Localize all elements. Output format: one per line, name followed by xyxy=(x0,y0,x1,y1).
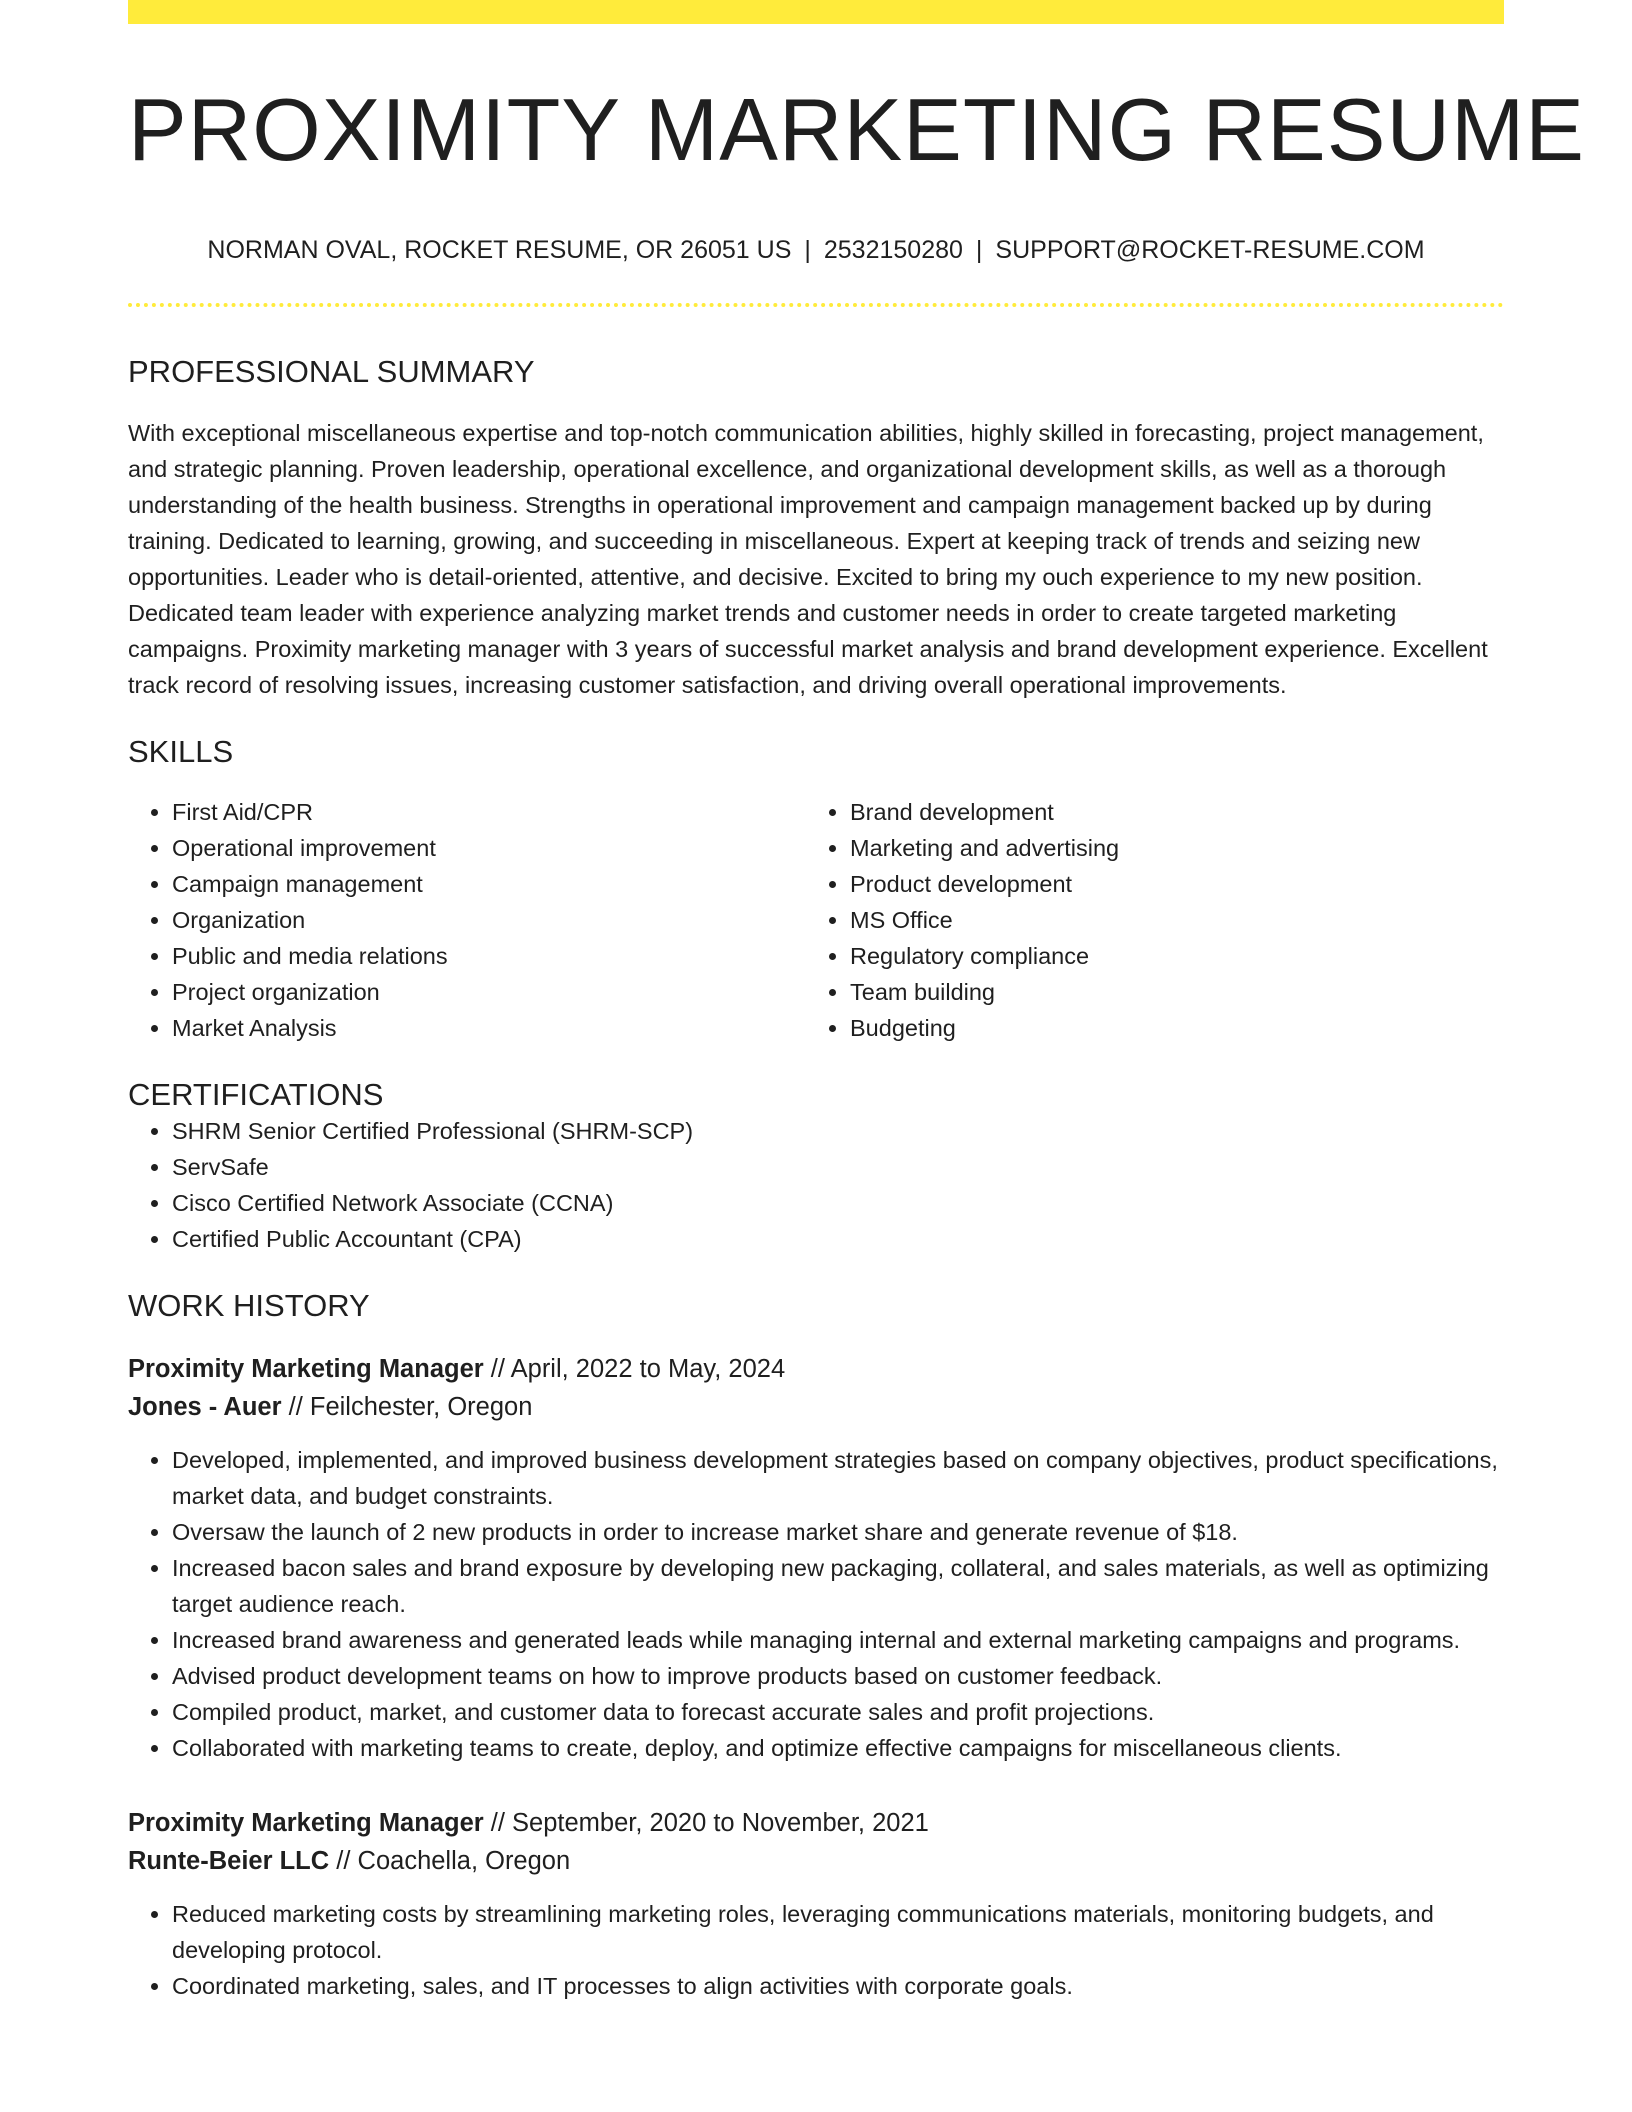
contact-line xyxy=(128,236,1504,265)
certifications-list xyxy=(128,1113,1504,1257)
job-bullet: • Increased brand awareness and generated leads while managing internal and external marketing campaigns and programs. xyxy=(172,1622,1504,1658)
skill-item: • Public and media relations xyxy=(172,938,806,974)
skill-item: • Operational improvement xyxy=(172,830,806,866)
certification-item: • SHRM Senior Certified Professional (SHRM-SCP) xyxy=(172,1113,1504,1149)
job-location: // Coachella, Oregon xyxy=(336,1847,571,1876)
job-bullet: • Advised product development teams on how to improve products based on customer feedback. xyxy=(172,1658,1504,1694)
job-entry xyxy=(128,1350,1504,1766)
skill-item: • Organization xyxy=(172,902,806,938)
job-location: // Feilchester, Oregon xyxy=(288,1393,533,1422)
job-entry xyxy=(128,1804,1504,2004)
certification-item: • Cisco Certified Network Associate (CCNA) xyxy=(172,1185,1504,1221)
contact-email: SUPPORT@ROCKET-RESUME.COM xyxy=(995,236,1425,265)
skill-item: • Product development xyxy=(850,866,1484,902)
contact-phone: 2532150280 xyxy=(823,236,963,265)
certification-item: • Certified Public Accountant (CPA) xyxy=(172,1221,1504,1257)
job-bullet: • Oversaw the launch of 2 new products in order to increase market share and generate revenue of $18. xyxy=(172,1514,1504,1550)
work-history-heading: WORK HISTORY xyxy=(128,1287,370,1323)
skills-list-right xyxy=(806,794,1484,1046)
job-bullets xyxy=(128,1442,1504,1766)
job-title-line xyxy=(128,1350,1504,1388)
summary-heading: PROFESSIONAL SUMMARY xyxy=(128,354,535,390)
job-company: Jones - Auer xyxy=(128,1393,282,1422)
job-company-line xyxy=(128,1842,1504,1880)
resume-title: PROXIMITY MARKETING RESUME xyxy=(128,80,1585,179)
job-bullets xyxy=(128,1896,1504,2004)
skill-item: • Market Analysis xyxy=(172,1010,806,1046)
skill-item: • MS Office xyxy=(850,902,1484,938)
skills-columns xyxy=(128,794,1504,1046)
skill-item: • Team building xyxy=(850,974,1484,1010)
job-company-line xyxy=(128,1388,1504,1426)
job-bullet: • Compiled product, market, and customer data to forecast accurate sales and profit projections. xyxy=(172,1694,1504,1730)
skills-list-left xyxy=(128,794,806,1046)
job-title: Proximity Marketing Manager xyxy=(128,1355,484,1384)
job-company: Runte-Beier LLC xyxy=(128,1847,330,1876)
certifications-heading: CERTIFICATIONS xyxy=(128,1076,384,1112)
resume-page xyxy=(128,0,1585,2004)
skill-item: • Project organization xyxy=(172,974,806,1010)
skill-item: • Regulatory compliance xyxy=(850,938,1484,974)
accent-bar xyxy=(128,0,1504,24)
skill-item: • Brand development xyxy=(850,794,1484,830)
job-dates: // September, 2020 to November, 2021 xyxy=(490,1809,929,1838)
job-bullet: • Increased bacon sales and brand exposure by developing new packaging, collateral, and sales materials, as well as optimizing target audience reach. xyxy=(172,1550,1504,1622)
skill-item: • Campaign management xyxy=(172,866,806,902)
summary-text: With exceptional miscellaneous expertise and top-notch communication abilities, highly skilled in forecasting, project management, and strategic planning. Proven leadership, operational excellence, and organizational development skills, as well as a thorough understanding of the health business. Strengths in operational improvement and campaign management backed up by during training. Dedicated to learning, growing, and succeeding in miscellaneous. Expert at keeping track of trends and seizing new opportunities. Leader who is detail-oriented, attentive, and decisive. Excited to bring my ouch experience to my new position. Dedicated team leader with experience analyzing market trends and customer needs in order to create targeted marketing campaigns. Proximity marketing manager with 3 years of successful market analysis and brand development experience. Excellent track record of resolving issues, increasing customer satisfaction, and driving overall operational improvements. xyxy=(128,419,1488,698)
job-bullet: • Collaborated with marketing teams to create, deploy, and optimize effective campaigns for miscellaneous clients. xyxy=(172,1730,1504,1766)
contact-address: NORMAN OVAL, ROCKET RESUME, OR 26051 US xyxy=(207,236,792,265)
contact-separator: | xyxy=(975,236,983,265)
job-bullet: • Coordinated marketing, sales, and IT processes to align activities with corporate goals. xyxy=(172,1968,1504,2004)
job-title-line xyxy=(128,1804,1504,1842)
certification-item: • ServSafe xyxy=(172,1149,1504,1185)
job-dates: // April, 2022 to May, 2024 xyxy=(490,1355,786,1384)
contact-separator: | xyxy=(804,236,811,265)
job-title: Proximity Marketing Manager xyxy=(128,1809,484,1838)
skill-item: • Budgeting xyxy=(850,1010,1484,1046)
skill-item: • Marketing and advertising xyxy=(850,830,1484,866)
job-bullet: • Developed, implemented, and improved business development strategies based on company objectives, product specifications, market data, and budget constraints. xyxy=(172,1442,1504,1514)
skill-item: • First Aid/CPR xyxy=(172,794,806,830)
job-bullet: • Reduced marketing costs by streamlining marketing roles, leveraging communications materials, monitoring budgets, and developing protocol. xyxy=(172,1896,1504,1968)
dotted-divider xyxy=(128,303,1504,307)
skills-heading: SKILLS xyxy=(128,733,234,769)
